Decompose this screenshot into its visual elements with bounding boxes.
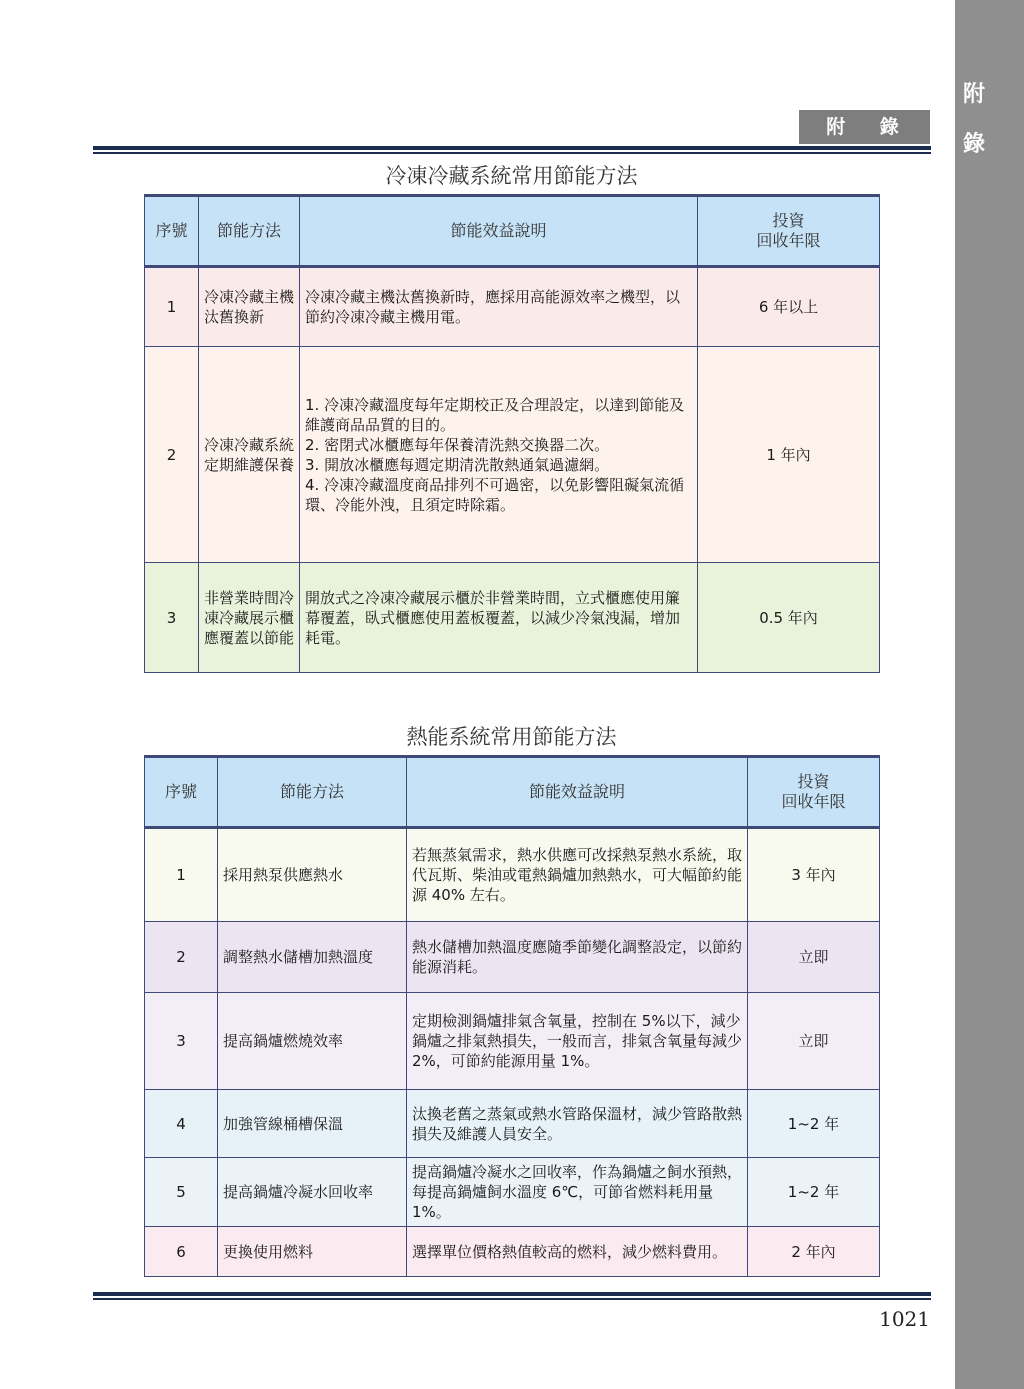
bottom-divider — [93, 1292, 931, 1300]
row-desc: 選擇單位價格熱值較高的燃料，減少燃料費用。 — [407, 1227, 748, 1277]
row-desc: 定期檢測鍋爐排氣含氧量，控制在 5%以下，減少鍋爐之排氣熱損失，一般而言，排氣含氧量每減少 2%，可節約能源用量 1%。 — [407, 993, 748, 1090]
table-row — [145, 1090, 880, 1158]
table-row — [145, 267, 880, 347]
side-tab-char-1: 附 — [962, 82, 985, 107]
row-desc: 冷凍冷藏主機汰舊換新時，應採用高能源效率之機型，以節約冷凍冷藏主機用電。 — [300, 267, 698, 347]
header-no: 序號 — [145, 757, 218, 828]
header-method: 節能方法 — [218, 757, 407, 828]
row-no: 5 — [145, 1158, 218, 1227]
row-method: 調整熱水儲槽加熱溫度 — [218, 922, 407, 993]
header-desc: 節能效益說明 — [300, 196, 698, 267]
row-desc: 汰換老舊之蒸氣或熱水管路保溫材，減少管路散熱損失及維護人員安全。 — [407, 1090, 748, 1158]
table-row — [145, 993, 880, 1090]
row-no: 6 — [145, 1227, 218, 1277]
header-payback: 投資 回收年限 — [748, 757, 880, 828]
row-method: 加強管線桶槽保溫 — [218, 1090, 407, 1158]
header-method: 節能方法 — [199, 196, 300, 267]
top-divider — [93, 146, 931, 154]
row-desc: 開放式之冷凍冷藏展示櫃於非營業時間，立式櫃應使用簾幕覆蓋，臥式櫃應使用蓋板覆蓋，以減少冷氣洩漏，增加耗電。 — [300, 563, 698, 673]
row-payback: 1~2 年 — [748, 1158, 880, 1227]
table-row — [145, 1158, 880, 1227]
thermal-table — [144, 755, 880, 1277]
header-desc: 節能效益說明 — [407, 757, 748, 828]
header-section-label: 附 錄 — [799, 110, 930, 144]
row-payback: 1 年內 — [698, 347, 880, 563]
row-no: 1 — [145, 828, 218, 922]
row-no: 1 — [145, 267, 199, 347]
row-payback: 1~2 年 — [748, 1090, 880, 1158]
row-no: 4 — [145, 1090, 218, 1158]
header-payback: 投資 回收年限 — [698, 196, 880, 267]
row-desc: 熱水儲槽加熱溫度應隨季節變化調整設定，以節約能源消耗。 — [407, 922, 748, 993]
table-header-row — [145, 196, 880, 267]
side-tab-char-2: 錄 — [962, 132, 985, 157]
page-number: 1021 — [879, 1307, 930, 1331]
row-no: 3 — [145, 563, 199, 673]
row-method: 提高鍋爐冷凝水回收率 — [218, 1158, 407, 1227]
row-payback: 0.5 年內 — [698, 563, 880, 673]
row-method: 冷凍冷藏主機汰舊換新 — [199, 267, 300, 347]
row-method: 冷凍冷藏系統定期維護保養 — [199, 347, 300, 563]
row-method: 採用熱泵供應熱水 — [218, 828, 407, 922]
row-payback: 立即 — [748, 993, 880, 1090]
row-desc: 1. 冷凍冷藏溫度每年定期校正及合理設定，以達到節能及維護商品品質的目的。 2. 密閉式冰櫃應每年保養清洗熱交換器二次。 3. 開放冰櫃應每週定期清洗散熱通氣過濾網。 4. 冷凍冷藏溫度商品排列不可過密，以免影響阻礙氣流循環、冷能外洩，且須定時除霜。 — [300, 347, 698, 563]
row-method: 更換使用燃料 — [218, 1227, 407, 1277]
side-bar — [955, 0, 1024, 1389]
row-desc: 若無蒸氣需求，熱水供應可改採熱泵熱水系統，取代瓦斯、柴油或電熱鍋爐加熱熱水，可大幅節約能源 40% 左右。 — [407, 828, 748, 922]
table-row — [145, 563, 880, 673]
row-no: 3 — [145, 993, 218, 1090]
table-header-row — [145, 757, 880, 828]
table2-title: 熱能系統常用節能方法 — [406, 725, 617, 749]
row-desc: 提高鍋爐冷凝水之回收率，作為鍋爐之飼水預熱，每提高鍋爐飼水溫度 6℃，可節省燃料耗用量 1%。 — [407, 1158, 748, 1227]
row-payback: 立即 — [748, 922, 880, 993]
table-row — [145, 922, 880, 993]
row-no: 2 — [145, 922, 218, 993]
row-payback: 3 年內 — [748, 828, 880, 922]
side-tab-label — [960, 70, 988, 170]
row-payback: 6 年以上 — [698, 267, 880, 347]
refrigeration-table — [144, 194, 880, 673]
table-row — [145, 347, 880, 563]
row-method: 非營業時間冷凍冷藏展示櫃應覆蓋以節能 — [199, 563, 300, 673]
table-row — [145, 828, 880, 922]
row-method: 提高鍋爐燃燒效率 — [218, 993, 407, 1090]
row-payback: 2 年內 — [748, 1227, 880, 1277]
header-no: 序號 — [145, 196, 199, 267]
row-no: 2 — [145, 347, 199, 563]
table1-title: 冷凍冷藏系統常用節能方法 — [385, 164, 638, 188]
table-row — [145, 1227, 880, 1277]
